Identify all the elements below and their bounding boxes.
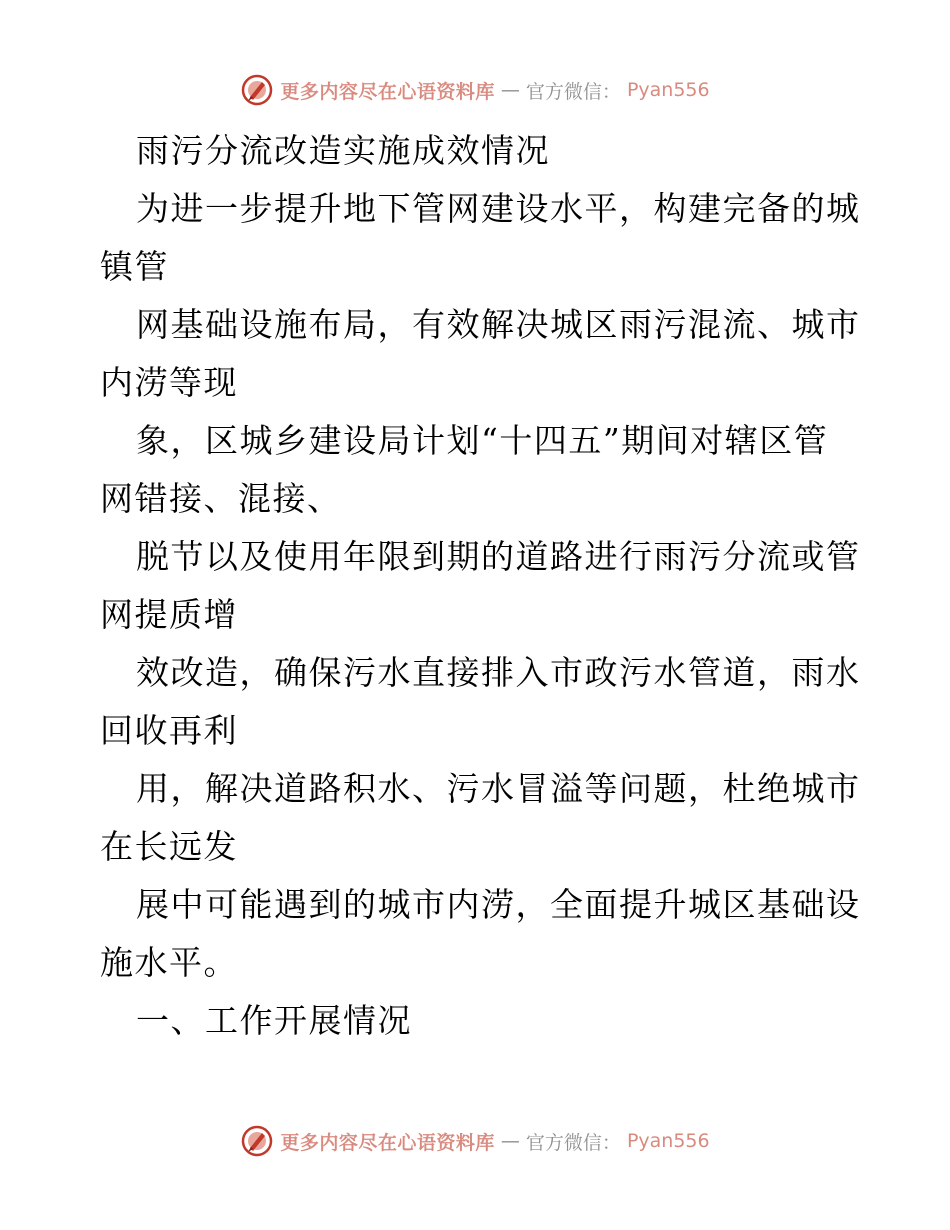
paragraph-line: 网提质增	[100, 595, 238, 634]
watermark-separator: —	[500, 79, 520, 101]
document-body	[100, 122, 861, 1050]
section-heading: 一、工作开展情况	[136, 1001, 412, 1040]
paragraph-line: 为进一步提升地下管网建设水平，构建完备的城	[136, 189, 861, 228]
footer-watermark	[0, 1121, 950, 1161]
watermark-separator: —	[500, 1130, 520, 1152]
watermark-brand-text: 更多内容尽在心语资料库	[280, 80, 495, 103]
paragraph-line: 象，区城乡建设局计划“十四五”期间对辖区管	[136, 421, 829, 460]
paragraph-line: 回收再利	[100, 711, 238, 750]
paragraph-line: 在长远发	[100, 827, 238, 866]
paragraph-line: 施水平。	[100, 943, 238, 982]
paragraph-line: 效改造，确保污水直接排入市政污水管道，雨水	[136, 653, 861, 692]
watermark-wechat-label: 官方微信：	[525, 1131, 621, 1154]
paragraph-line: 展中可能遇到的城市内涝，全面提升城区基础设	[136, 885, 861, 924]
paragraph-line: 镇管	[100, 247, 169, 286]
paragraph-line: 内涝等现	[100, 363, 238, 402]
watermark-brand-text: 更多内容尽在心语资料库	[280, 1131, 495, 1154]
paragraph-line: 网基础设施布局，有效解决城区雨污混流、城市	[136, 305, 861, 344]
paragraph-line: 网错接、混接、	[100, 479, 342, 518]
watermark-wechat-label: 官方微信：	[525, 80, 621, 103]
watermark-wechat-id: Pyan556	[626, 1130, 710, 1152]
pen-nib-logo-icon	[240, 1124, 274, 1158]
pen-nib-logo-icon	[240, 73, 274, 107]
watermark-wechat-id: Pyan556	[626, 79, 710, 101]
document-title: 雨污分流改造实施成效情况	[136, 131, 550, 170]
header-watermark	[0, 70, 950, 110]
paragraph-line: 脱节以及使用年限到期的道路进行雨污分流或管	[136, 537, 861, 576]
paragraph-line: 用，解决道路积水、污水冒溢等问题，杜绝城市	[136, 769, 861, 808]
